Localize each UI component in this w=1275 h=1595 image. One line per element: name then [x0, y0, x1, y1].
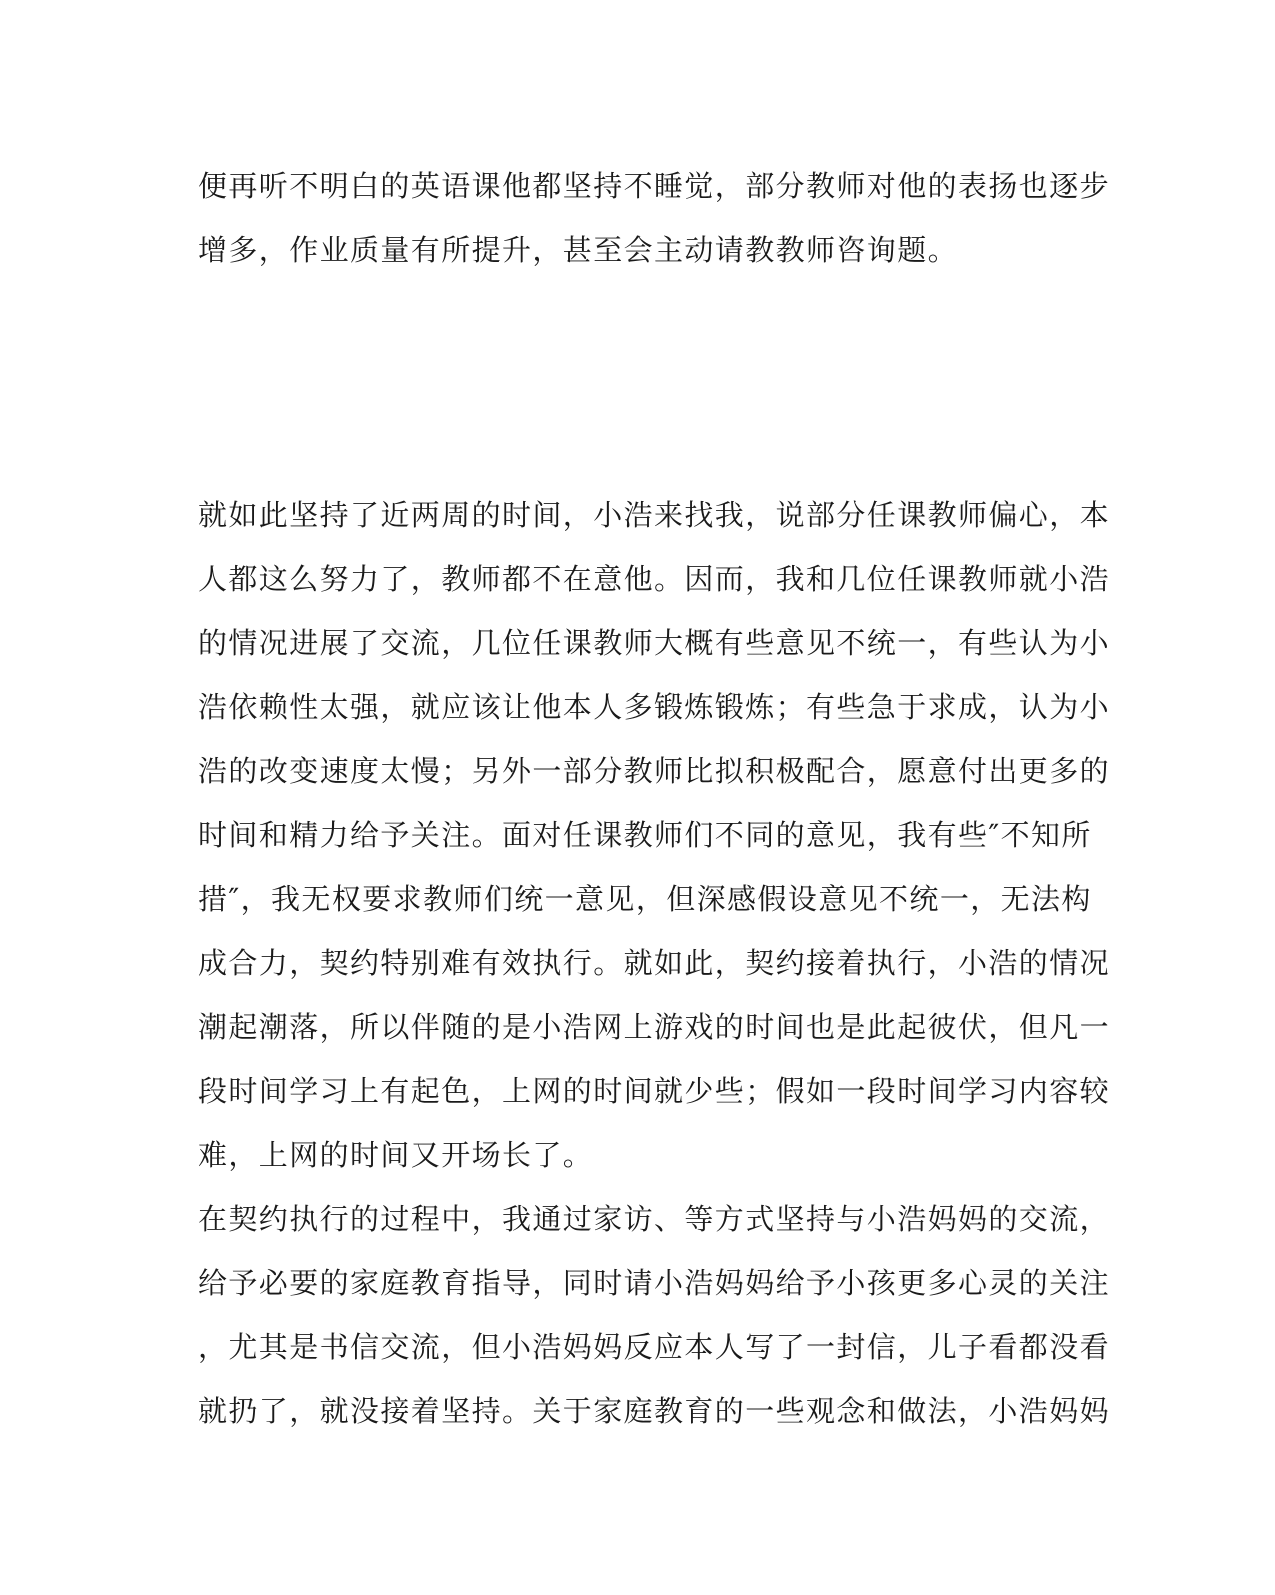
- text-line: 时间和精力给予关注。面对任课教师们不同的意见，我有些″不知所: [198, 818, 1092, 852]
- text-line: 给予必要的家庭教育指导，同时请小浩妈妈给予小孩更多心灵的关注: [198, 1266, 1111, 1300]
- text-line: 措″，我无权要求教师们统一意见，但深感假设意见不统一，无法构: [198, 882, 1092, 916]
- text-line: 潮起潮落，所以伴随的是小浩网上游戏的时间也是此起彼伏，但凡一: [198, 1010, 1111, 1044]
- text-line: 浩的改变速度太慢；另外一部分教师比拟积极配合，愿意付出更多的: [198, 754, 1111, 788]
- text-line: ，尤其是书信交流，但小浩妈妈反应本人写了一封信，儿子看都没看: [198, 1330, 1111, 1364]
- text-line: 在契约执行的过程中，我通过家访、等方式坚持与小浩妈妈的交流，: [198, 1202, 1111, 1236]
- paragraph-2-and-3: [198, 483, 1111, 1443]
- text-line: 便再听不明白的英语课他都坚持不睡觉，部分教师对他的表扬也逐步: [198, 169, 1111, 203]
- text-line: 增多，作业质量有所提升，甚至会主动请教教师咨询题。: [198, 233, 959, 267]
- paragraph-1: [198, 154, 1111, 282]
- text-line: 浩依赖性太强，就应该让他本人多锻炼锻炼；有些急于求成，认为小: [198, 690, 1111, 724]
- text-line: 就扔了，就没接着坚持。关于家庭教育的一些观念和做法，小浩妈妈: [198, 1394, 1111, 1428]
- text-line: 人都这么努力了，教师都不在意他。因而，我和几位任课教师就小浩: [198, 562, 1111, 596]
- text-line: 的情况进展了交流，几位任课教师大概有些意见不统一，有些认为小: [198, 626, 1111, 660]
- text-line: 成合力，契约特别难有效执行。就如此，契约接着执行，小浩的情况: [198, 946, 1111, 980]
- text-line: 段时间学习上有起色，上网的时间就少些；假如一段时间学习内容较: [198, 1074, 1111, 1108]
- text-line: 难，上网的时间又开场长了。: [198, 1138, 594, 1172]
- text-line: 就如此坚持了近两周的时间，小浩来找我，说部分任课教师偏心，本: [198, 498, 1111, 532]
